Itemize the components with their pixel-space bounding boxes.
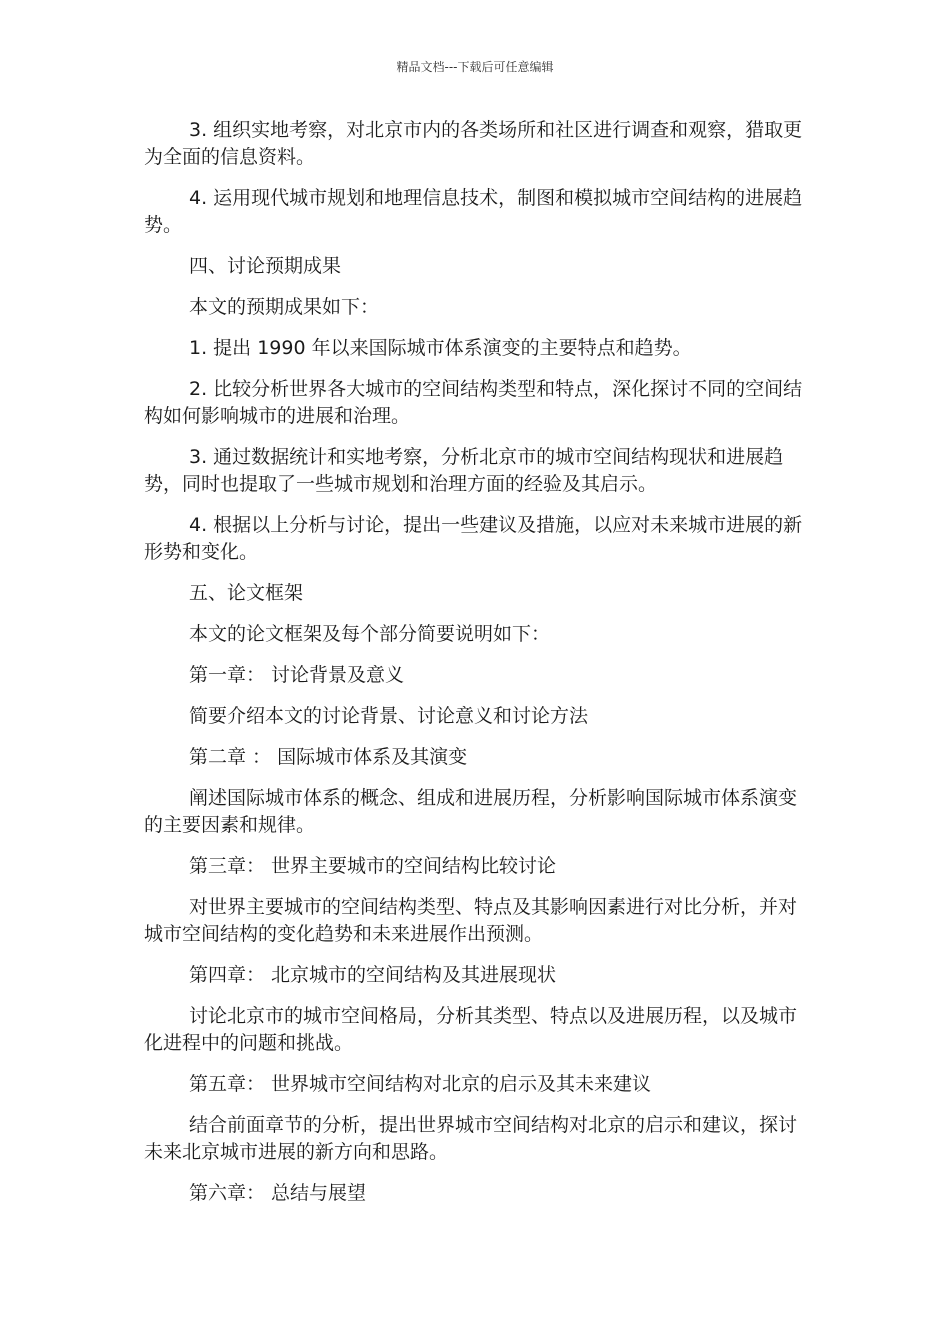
chapter-title: 第二章 ： 国际城市体系及其演变 xyxy=(189,746,468,768)
paragraph: 3. 组织实地考察，对北京市内的各类场所和社区进行调查和观察，猎取更为全面的信息资料。 xyxy=(144,119,803,168)
page-header: 精品文档---下载后可任意编辑 xyxy=(396,60,554,74)
chapter-title: 第四章： 北京城市的空间结构及其进展现状 xyxy=(189,964,557,986)
chapter-title: 第五章： 世界城市空间结构对北京的启示及其未来建议 xyxy=(189,1073,652,1095)
paragraph: 简要介绍本文的讨论背景、讨论意义和讨论方法 xyxy=(189,705,589,727)
document-body xyxy=(144,117,804,1221)
paragraph: 4. 运用现代城市规划和地理信息技术，制图和模拟城市空间结构的进展趋势。 xyxy=(144,187,803,236)
paragraph: 2. 比较分析世界各大城市的空间结构类型和特点，深化探讨不同的空间结构如何影响城市的进展和治理。 xyxy=(144,378,803,427)
chapter-title: 第一章： 讨论背景及意义 xyxy=(189,664,405,686)
section-heading: 五、论文框架 xyxy=(189,582,304,604)
paragraph: 讨论北京市的城市空间格局，分析其类型、特点以及进展历程，以及城市化进程中的问题和挑战。 xyxy=(144,1005,798,1054)
paragraph: 阐述国际城市体系的概念、组成和进展历程，分析影响国际城市体系演变的主要因素和规律。 xyxy=(144,787,798,836)
paragraph: 对世界主要城市的空间结构类型、特点及其影响因素进行对比分析，并对城市空间结构的变化趋势和未来进展作出预测。 xyxy=(144,896,798,945)
paragraph: 3. 通过数据统计和实地考察，分析北京市的城市空间结构现状和进展趋势，同时也提取了一些城市规划和治理方面的经验及其启示。 xyxy=(144,446,784,495)
paragraph: 4. 根据以上分析与讨论，提出一些建议及措施，以应对未来城市进展的新形势和变化。 xyxy=(144,514,803,563)
paragraph: 本文的论文框架及每个部分简要说明如下： xyxy=(189,623,551,645)
chapter-title: 第三章： 世界主要城市的空间结构比较讨论 xyxy=(189,855,557,877)
section-heading: 四、讨论预期成果 xyxy=(189,255,342,277)
paragraph: 结合前面章节的分析，提出世界城市空间结构对北京的启示和建议，探讨未来北京城市进展的新方向和思路。 xyxy=(144,1114,798,1163)
chapter-title: 第六章： 总结与展望 xyxy=(189,1182,367,1204)
paragraph: 1. 提出 1990 年以来国际城市体系演变的主要特点和趋势。 xyxy=(189,337,692,359)
paragraph: 本文的预期成果如下： xyxy=(189,296,380,318)
